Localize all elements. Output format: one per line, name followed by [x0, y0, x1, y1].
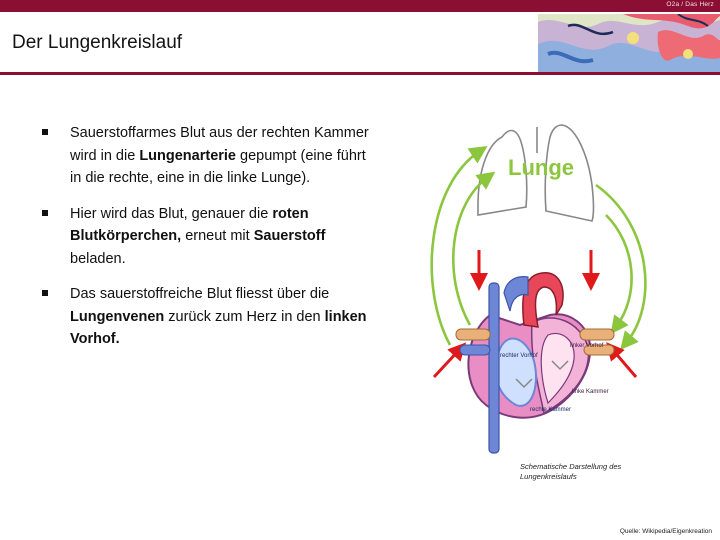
left-ventricle-label: linke Kammer — [572, 389, 609, 395]
left-atrium-label: linker Vorhof — [570, 343, 604, 349]
bullet-bold-text: Lungenvenen — [70, 308, 165, 325]
page-title: Der Lungenkreislauf — [12, 32, 183, 53]
breadcrumb: O2a / Das Herz — [666, 1, 714, 8]
bullet-text: erneut mit — [181, 228, 254, 244]
bullet-bold-text: Sauerstoff — [253, 228, 326, 244]
bullet-text: zurück zum Herz in den — [164, 308, 325, 325]
right-ventricle-label: rechte Kammer — [530, 407, 572, 413]
bullet-text: gepumpt (eine führt in die rechte, eine in die linke Lunge). — [70, 147, 366, 186]
bullet-text: Sauerstoffarmes Blut aus der rechten Kammer wird in die — [70, 125, 369, 164]
bullet-text: Hier wird das Blut, genauer die — [70, 205, 273, 222]
bullet-square-icon — [42, 290, 48, 296]
bullet-bold-text: roten Blutkörperchen, — [70, 205, 309, 244]
heart-illustration — [456, 273, 614, 453]
right-atrium-label: rechter Vorhof — [500, 353, 538, 359]
circulation-arrows — [432, 151, 646, 345]
bullet-bold-text: linken Vorhof. — [70, 308, 367, 347]
bullet-square-icon — [42, 129, 48, 135]
bullet-text: Das sauerstoffreiche Blut fliesst über die — [70, 286, 330, 302]
bullet-item — [42, 122, 372, 190]
top-bar — [0, 0, 720, 12]
bullet-bold-text: Lungenarterie — [139, 147, 236, 164]
figure-caption: Schematische Darstellung des Lungenkreislaufs — [520, 462, 622, 481]
bullet-square-icon — [42, 210, 48, 216]
bullet-item — [42, 283, 372, 351]
header-divider — [0, 72, 720, 75]
bullet-item — [42, 203, 372, 271]
source-note: Quelle: Wikipedia/Eigenkreation — [619, 528, 712, 535]
bullet-list — [42, 122, 372, 364]
header-banner-image — [538, 14, 720, 72]
aorta-label: Aorta — [538, 295, 553, 301]
bullet-text: beladen. — [70, 250, 126, 267]
heart-lung-diagram — [420, 115, 670, 460]
lung-label: Lunge — [508, 155, 574, 180]
